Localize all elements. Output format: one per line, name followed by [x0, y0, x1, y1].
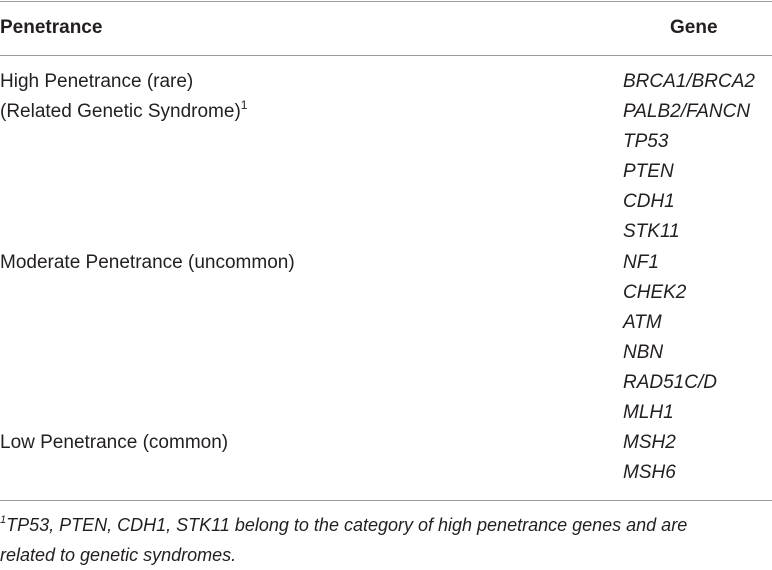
footnote-line-2: related to genetic syndromes.: [0, 545, 237, 565]
table-row: [0, 191, 772, 221]
table-footnote: [0, 510, 772, 570]
gene-cell: TP53: [623, 131, 669, 152]
gene-cell: STK11: [623, 221, 680, 242]
gene-cell: CDH1: [623, 191, 675, 212]
table-row: [0, 432, 772, 462]
header-penetrance: Penetrance: [0, 17, 103, 38]
table-row: [0, 312, 772, 342]
table-top-rule: [0, 1, 772, 2]
table-row: [0, 71, 772, 101]
gene-cell: PALB2/FANCN: [623, 101, 751, 122]
gene-cell: PTEN: [623, 161, 674, 182]
table-row: [0, 402, 772, 432]
penetrance-cell: Low Penetrance (common): [0, 432, 229, 453]
gene-cell: BRCA1/BRCA2: [623, 71, 755, 92]
gene-cell: RAD51C/D: [623, 372, 717, 393]
gene-cell: MSH2: [623, 432, 676, 453]
table-row: [0, 131, 772, 161]
table-row: [0, 221, 772, 251]
gene-cell: CHEK2: [623, 282, 687, 303]
penetrance-cell: [0, 98, 248, 123]
penetrance-text: (Related Genetic Syndrome): [0, 101, 241, 122]
table-row: [0, 372, 772, 402]
table-header-rule: [0, 55, 772, 56]
gene-cell: ATM: [623, 312, 662, 333]
footnote-marker: 1: [240, 98, 248, 112]
gene-cell: MSH6: [623, 462, 676, 483]
footnote-line-1: TP53, PTEN, CDH1, STK11 belong to the category of high penetrance genes and are: [6, 515, 688, 535]
table-row: [0, 98, 772, 131]
gene-cell: MLH1: [623, 402, 674, 423]
gene-cell: NBN: [623, 342, 664, 363]
table-row: [0, 342, 772, 372]
table-row: [0, 282, 772, 312]
table-row: [0, 252, 772, 282]
table-bottom-rule: [0, 500, 772, 501]
gene-cell: NF1: [623, 252, 659, 273]
penetrance-cell: High Penetrance (rare): [0, 71, 194, 92]
footnote-number: 1: [0, 514, 7, 526]
penetrance-cell: Moderate Penetrance (uncommon): [0, 252, 295, 273]
table-row: [0, 161, 772, 191]
table-row: [0, 462, 772, 492]
header-gene: Gene: [670, 17, 718, 38]
